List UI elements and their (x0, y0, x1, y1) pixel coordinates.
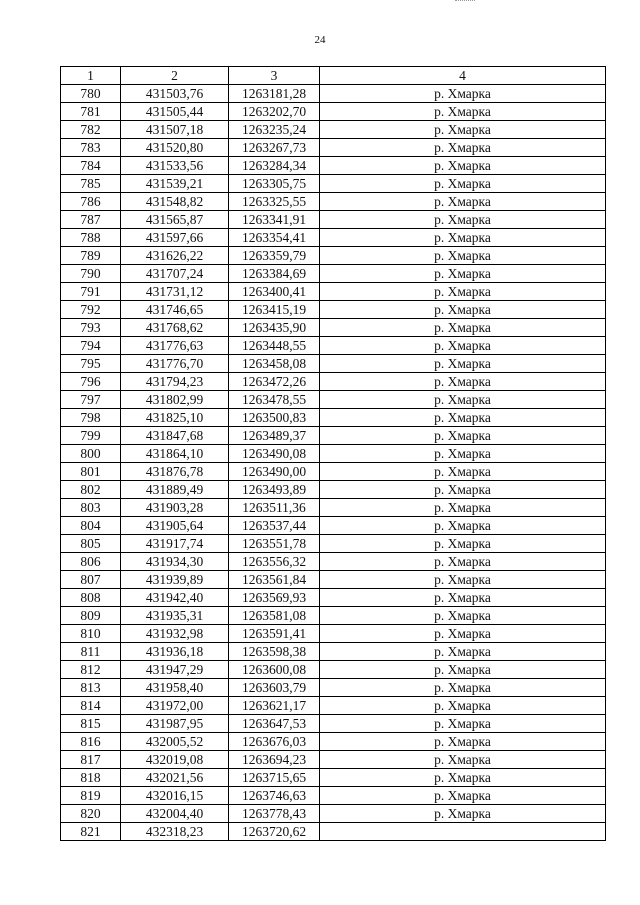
table-row (61, 355, 606, 373)
table-row (61, 211, 606, 229)
object-name-cell: р. Хмарка (320, 607, 606, 625)
table-row (61, 751, 606, 769)
coordinate-y-cell: 1263556,32 (229, 553, 320, 571)
point-number-cell: 808 (61, 589, 121, 607)
coordinates-table (60, 66, 606, 841)
coordinate-x-cell: 431942,40 (121, 589, 229, 607)
object-name-cell: р. Хмарка (320, 751, 606, 769)
object-name-cell: р. Хмарка (320, 175, 606, 193)
coordinate-x-cell: 431548,82 (121, 193, 229, 211)
coordinate-x-cell: 431768,62 (121, 319, 229, 337)
table-row (61, 85, 606, 103)
coordinate-y-cell: 1263267,73 (229, 139, 320, 157)
coordinate-x-cell: 432016,15 (121, 787, 229, 805)
coordinate-x-cell: 431905,64 (121, 517, 229, 535)
object-name-cell: р. Хмарка (320, 337, 606, 355)
object-name-cell: р. Хмарка (320, 661, 606, 679)
table-row (61, 139, 606, 157)
table-row (61, 193, 606, 211)
point-number-cell: 805 (61, 535, 121, 553)
coordinate-y-cell: 1263354,41 (229, 229, 320, 247)
table-row (61, 427, 606, 445)
point-number-cell: 796 (61, 373, 121, 391)
coordinate-x-cell: 432005,52 (121, 733, 229, 751)
coordinate-x-cell: 431972,00 (121, 697, 229, 715)
table-row (61, 769, 606, 787)
object-name-cell: р. Хмарка (320, 679, 606, 697)
object-name-cell: р. Хмарка (320, 589, 606, 607)
coordinate-x-cell: 431917,74 (121, 535, 229, 553)
table-row (61, 661, 606, 679)
point-number-cell: 783 (61, 139, 121, 157)
point-number-cell: 798 (61, 409, 121, 427)
coordinate-x-cell: 431794,23 (121, 373, 229, 391)
point-number-cell: 781 (61, 103, 121, 121)
coordinate-y-cell: 1263489,37 (229, 427, 320, 445)
coordinate-x-cell: 431507,18 (121, 121, 229, 139)
coordinate-x-cell: 431503,76 (121, 85, 229, 103)
coordinate-x-cell: 432318,23 (121, 823, 229, 841)
table-row (61, 607, 606, 625)
coordinate-y-cell: 1263551,78 (229, 535, 320, 553)
object-name-cell: р. Хмарка (320, 769, 606, 787)
table-row (61, 481, 606, 499)
table-row (61, 823, 606, 841)
coordinate-x-cell: 431936,18 (121, 643, 229, 661)
point-number-cell: 792 (61, 301, 121, 319)
table-row (61, 553, 606, 571)
object-name-cell: р. Хмарка (320, 229, 606, 247)
coordinate-x-cell: 431597,66 (121, 229, 229, 247)
table-row (61, 517, 606, 535)
table-row (61, 679, 606, 697)
point-number-cell: 789 (61, 247, 121, 265)
object-name-cell: р. Хмарка (320, 319, 606, 337)
point-number-cell: 790 (61, 265, 121, 283)
coordinate-x-cell: 431935,31 (121, 607, 229, 625)
point-number-cell: 806 (61, 553, 121, 571)
coordinate-x-cell: 431707,24 (121, 265, 229, 283)
table-row (61, 571, 606, 589)
table-body (61, 85, 606, 841)
column-header-object: 4 (320, 67, 606, 85)
point-number-cell: 795 (61, 355, 121, 373)
coordinate-y-cell: 1263478,55 (229, 391, 320, 409)
point-number-cell: 821 (61, 823, 121, 841)
point-number-cell: 814 (61, 697, 121, 715)
table-row (61, 103, 606, 121)
object-name-cell: р. Хмарка (320, 733, 606, 751)
table-row (61, 445, 606, 463)
object-name-cell: р. Хмарка (320, 265, 606, 283)
coordinate-y-cell: 1263400,41 (229, 283, 320, 301)
point-number-cell: 785 (61, 175, 121, 193)
point-number-cell: 812 (61, 661, 121, 679)
point-number-cell: 780 (61, 85, 121, 103)
coordinate-y-cell: 1263778,43 (229, 805, 320, 823)
coordinate-y-cell: 1263384,69 (229, 265, 320, 283)
table-row (61, 805, 606, 823)
coordinate-y-cell: 1263305,75 (229, 175, 320, 193)
object-name-cell: р. Хмарка (320, 121, 606, 139)
object-name-cell: р. Хмарка (320, 247, 606, 265)
table-row (61, 787, 606, 805)
column-header-number: 1 (61, 67, 121, 85)
table-row (61, 283, 606, 301)
coordinate-y-cell: 1263600,08 (229, 661, 320, 679)
object-name-cell: р. Хмарка (320, 463, 606, 481)
table-row (61, 157, 606, 175)
point-number-cell: 807 (61, 571, 121, 589)
object-name-cell: р. Хмарка (320, 535, 606, 553)
object-name-cell: р. Хмарка (320, 211, 606, 229)
object-name-cell: р. Хмарка (320, 697, 606, 715)
table-row (61, 247, 606, 265)
point-number-cell: 803 (61, 499, 121, 517)
coordinate-x-cell: 431987,95 (121, 715, 229, 733)
point-number-cell: 787 (61, 211, 121, 229)
point-number-cell: 800 (61, 445, 121, 463)
table-row (61, 625, 606, 643)
point-number-cell: 797 (61, 391, 121, 409)
coordinate-x-cell: 431932,98 (121, 625, 229, 643)
object-name-cell: р. Хмарка (320, 571, 606, 589)
coordinate-y-cell: 1263569,93 (229, 589, 320, 607)
object-name-cell: р. Хмарка (320, 355, 606, 373)
table-header-row (61, 67, 606, 85)
point-number-cell: 799 (61, 427, 121, 445)
point-number-cell: 794 (61, 337, 121, 355)
coordinate-y-cell: 1263598,38 (229, 643, 320, 661)
column-header-y: 3 (229, 67, 320, 85)
coordinate-y-cell: 1263181,28 (229, 85, 320, 103)
point-number-cell: 784 (61, 157, 121, 175)
object-name-cell: р. Хмарка (320, 409, 606, 427)
coordinate-x-cell: 431565,87 (121, 211, 229, 229)
table-row (61, 589, 606, 607)
coordinate-y-cell: 1263458,08 (229, 355, 320, 373)
coordinate-x-cell: 431958,40 (121, 679, 229, 697)
coordinate-y-cell: 1263202,70 (229, 103, 320, 121)
object-name-cell: р. Хмарка (320, 103, 606, 121)
coordinate-x-cell: 431939,89 (121, 571, 229, 589)
coordinate-y-cell: 1263511,36 (229, 499, 320, 517)
object-name-cell: р. Хмарка (320, 625, 606, 643)
table-row (61, 643, 606, 661)
point-number-cell: 788 (61, 229, 121, 247)
scan-artifact (455, 0, 475, 3)
coordinate-x-cell: 431520,80 (121, 139, 229, 157)
table-row (61, 319, 606, 337)
object-name-cell: р. Хмарка (320, 193, 606, 211)
coordinate-x-cell: 431903,28 (121, 499, 229, 517)
point-number-cell: 820 (61, 805, 121, 823)
table-row (61, 535, 606, 553)
point-number-cell: 782 (61, 121, 121, 139)
point-number-cell: 786 (61, 193, 121, 211)
object-name-cell: р. Хмарка (320, 715, 606, 733)
point-number-cell: 804 (61, 517, 121, 535)
table-row (61, 409, 606, 427)
coordinate-y-cell: 1263715,65 (229, 769, 320, 787)
coordinate-y-cell: 1263359,79 (229, 247, 320, 265)
object-name-cell: р. Хмарка (320, 517, 606, 535)
coordinate-y-cell: 1263694,23 (229, 751, 320, 769)
coordinate-y-cell: 1263415,19 (229, 301, 320, 319)
coordinate-x-cell: 431539,21 (121, 175, 229, 193)
point-number-cell: 815 (61, 715, 121, 733)
coordinate-x-cell: 431864,10 (121, 445, 229, 463)
table-row (61, 391, 606, 409)
object-name-cell: р. Хмарка (320, 787, 606, 805)
coordinate-y-cell: 1263603,79 (229, 679, 320, 697)
page-number: 24 (314, 34, 326, 46)
coordinate-x-cell: 431889,49 (121, 481, 229, 499)
coordinate-y-cell: 1263746,63 (229, 787, 320, 805)
coordinate-x-cell: 432021,56 (121, 769, 229, 787)
coordinate-y-cell: 1263325,55 (229, 193, 320, 211)
coordinate-y-cell: 1263435,90 (229, 319, 320, 337)
point-number-cell: 818 (61, 769, 121, 787)
coordinate-y-cell: 1263490,08 (229, 445, 320, 463)
table-row (61, 175, 606, 193)
coordinate-y-cell: 1263448,55 (229, 337, 320, 355)
coordinate-y-cell: 1263561,84 (229, 571, 320, 589)
coordinate-x-cell: 431776,70 (121, 355, 229, 373)
point-number-cell: 802 (61, 481, 121, 499)
coordinate-y-cell: 1263720,62 (229, 823, 320, 841)
coordinate-x-cell: 431533,56 (121, 157, 229, 175)
coordinate-x-cell: 431776,63 (121, 337, 229, 355)
object-name-cell: р. Хмарка (320, 553, 606, 571)
coordinate-y-cell: 1263472,26 (229, 373, 320, 391)
point-number-cell: 791 (61, 283, 121, 301)
point-number-cell: 801 (61, 463, 121, 481)
coordinate-x-cell: 431505,44 (121, 103, 229, 121)
point-number-cell: 811 (61, 643, 121, 661)
point-number-cell: 809 (61, 607, 121, 625)
point-number-cell: 813 (61, 679, 121, 697)
table-row (61, 715, 606, 733)
object-name-cell: р. Хмарка (320, 139, 606, 157)
object-name-cell: р. Хмарка (320, 805, 606, 823)
object-name-cell: р. Хмарка (320, 283, 606, 301)
coordinate-y-cell: 1263537,44 (229, 517, 320, 535)
coordinate-x-cell: 431731,12 (121, 283, 229, 301)
table-row (61, 337, 606, 355)
object-name-cell: р. Хмарка (320, 301, 606, 319)
point-number-cell: 793 (61, 319, 121, 337)
table-row (61, 463, 606, 481)
point-number-cell: 816 (61, 733, 121, 751)
coordinate-y-cell: 1263341,91 (229, 211, 320, 229)
object-name-cell: р. Хмарка (320, 481, 606, 499)
coordinate-x-cell: 431934,30 (121, 553, 229, 571)
object-name-cell: р. Хмарка (320, 427, 606, 445)
table-row (61, 733, 606, 751)
coordinate-y-cell: 1263581,08 (229, 607, 320, 625)
object-name-cell (320, 823, 606, 841)
coordinate-y-cell: 1263500,83 (229, 409, 320, 427)
coordinate-x-cell: 431802,99 (121, 391, 229, 409)
object-name-cell: р. Хмарка (320, 643, 606, 661)
table-row (61, 499, 606, 517)
table-row (61, 121, 606, 139)
coordinate-x-cell: 432019,08 (121, 751, 229, 769)
table-row (61, 229, 606, 247)
column-header-x: 2 (121, 67, 229, 85)
object-name-cell: р. Хмарка (320, 85, 606, 103)
coordinate-x-cell: 431947,29 (121, 661, 229, 679)
coordinate-y-cell: 1263647,53 (229, 715, 320, 733)
table-row (61, 373, 606, 391)
point-number-cell: 810 (61, 625, 121, 643)
coordinate-y-cell: 1263493,89 (229, 481, 320, 499)
coordinate-y-cell: 1263676,03 (229, 733, 320, 751)
object-name-cell: р. Хмарка (320, 499, 606, 517)
object-name-cell: р. Хмарка (320, 373, 606, 391)
point-number-cell: 817 (61, 751, 121, 769)
table-row (61, 265, 606, 283)
coordinate-x-cell: 431626,22 (121, 247, 229, 265)
object-name-cell: р. Хмарка (320, 157, 606, 175)
coordinate-y-cell: 1263235,24 (229, 121, 320, 139)
coordinate-y-cell: 1263591,41 (229, 625, 320, 643)
point-number-cell: 819 (61, 787, 121, 805)
table-row (61, 301, 606, 319)
object-name-cell: р. Хмарка (320, 445, 606, 463)
coordinate-x-cell: 431876,78 (121, 463, 229, 481)
coordinate-y-cell: 1263621,17 (229, 697, 320, 715)
coordinate-x-cell: 431847,68 (121, 427, 229, 445)
coordinate-y-cell: 1263490,00 (229, 463, 320, 481)
coordinate-y-cell: 1263284,34 (229, 157, 320, 175)
object-name-cell: р. Хмарка (320, 391, 606, 409)
coordinate-x-cell: 431825,10 (121, 409, 229, 427)
coordinate-x-cell: 431746,65 (121, 301, 229, 319)
coordinate-x-cell: 432004,40 (121, 805, 229, 823)
table-row (61, 697, 606, 715)
